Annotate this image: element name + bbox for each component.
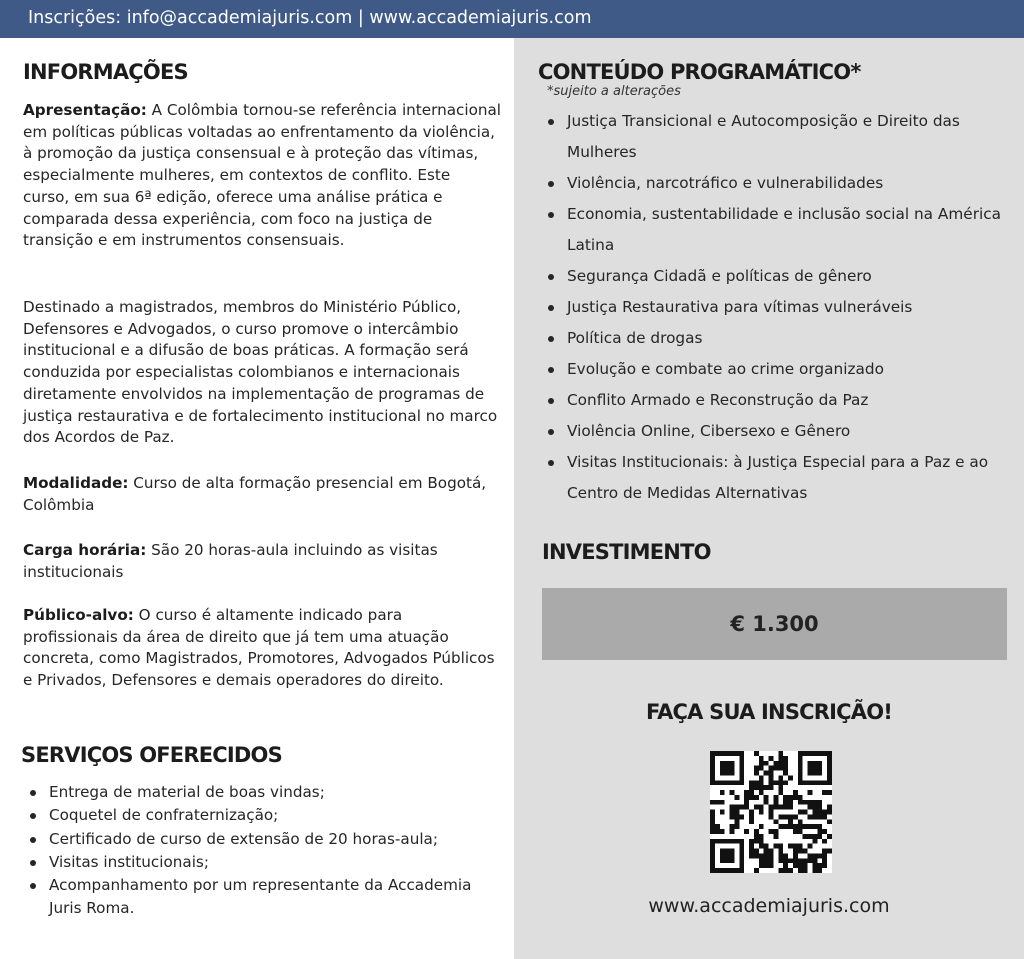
list-item: Visitas institucionais; xyxy=(22,851,492,874)
investimento-heading: INVESTIMENTO xyxy=(542,540,711,564)
website-link[interactable]: www.accademiajuris.com xyxy=(648,895,890,917)
list-item: Segurança Cidadã e políticas de gênero xyxy=(536,261,1006,292)
qr-code-icon[interactable] xyxy=(710,751,832,873)
contact-header-bar xyxy=(0,0,1024,38)
list-item: Economia, sustentabilidade e inclusão social na América Latina xyxy=(536,199,1006,261)
conteudo-note: *sujeito a alterações xyxy=(547,84,681,99)
publico-alvo-label: Público-alvo: xyxy=(23,606,134,624)
carga-horaria-label: Carga horária: xyxy=(23,541,147,559)
list-item: Justiça Restaurativa para vítimas vulneráveis xyxy=(536,292,1006,323)
modalidade-label: Modalidade: xyxy=(23,474,129,492)
conteudo-list xyxy=(536,106,1006,509)
list-item: Violência, narcotráfico e vulnerabilidades xyxy=(536,168,1006,199)
list-item: Evolução e combate ao crime organizado xyxy=(536,354,1006,385)
list-item: Justiça Transicional e Autocomposição e Direito das Mulheres xyxy=(536,106,1006,168)
publico-alvo-paragraph xyxy=(23,605,501,692)
list-item: Política de drogas xyxy=(536,323,1006,354)
carga-horaria-text: São 20 horas-aula incluindo as visitas institucionais xyxy=(23,541,438,581)
apresentacao-label: Apresentação: xyxy=(23,101,147,119)
price-box xyxy=(542,588,1007,660)
apresentacao-paragraph xyxy=(23,100,501,252)
list-item: Acompanhamento por um representante da Accademia Juris Roma. xyxy=(22,874,492,921)
apresentacao-text: A Colômbia tornou-se referência internacional em políticas públicas voltadas ao enfrentamento da violência, à promoção da justiça consensual e à proteção das vítimas, especialmente mulheres, em contextos de conflito. Este curso, em sua 6ª edição, oferece uma análise prática e comparada dessa experiência, com foco na justiça de transição e em instrumentos consensuais. xyxy=(23,101,502,250)
right-column xyxy=(514,38,1024,959)
left-column xyxy=(0,38,514,959)
list-item: Coquetel de confraternização; xyxy=(22,804,492,827)
servicos-heading: SERVIÇOS OFERECIDOS xyxy=(21,743,282,767)
inscricao-heading: FAÇA SUA INSCRIÇÃO! xyxy=(645,700,893,724)
publico-alvo-text: O curso é altamente indicado para profissionais da área de direito que já tem uma atuação concreta, como Magistrados, Promotores, Advogados Públicos e Privados, Defensores e demais operadores do direito. xyxy=(23,606,495,690)
list-item: Conflito Armado e Reconstrução da Paz xyxy=(536,385,1006,416)
list-item: Visitas Institucionais: à Justiça Especial para a Paz e ao Centro de Medidas Alternativas xyxy=(536,447,1006,509)
list-item: Violência Online, Cibersexo e Gênero xyxy=(536,416,1006,447)
price-value: € 1.300 xyxy=(730,612,819,636)
destinado-paragraph: Destinado a magistrados, membros do Ministério Público, Defensores e Advogados, o curso promove o intercâmbio institucional e a difusão de boas práticas. A formação será conduzida por especialistas colombianos e internacionais diretamente envolvidos na implementação de programas de justiça restaurativa e de fortalecimento institucional no marco dos Acordos de Paz. xyxy=(23,298,498,447)
modalidade-text: Curso de alta formação presencial em Bogotá, Colômbia xyxy=(23,474,487,514)
informacoes-heading: INFORMAÇÕES xyxy=(23,60,188,84)
carga-horaria-paragraph xyxy=(23,540,501,583)
modalidade-paragraph xyxy=(23,473,501,516)
servicos-list xyxy=(22,781,492,921)
conteudo-heading: CONTEÚDO PROGRAMÁTICO* xyxy=(538,60,861,84)
contact-info: Inscrições: info@accademiajuris.com | www.accademiajuris.com xyxy=(28,8,592,28)
list-item: Certificado de curso de extensão de 20 horas-aula; xyxy=(22,828,492,851)
list-item: Entrega de material de boas vindas; xyxy=(22,781,492,804)
